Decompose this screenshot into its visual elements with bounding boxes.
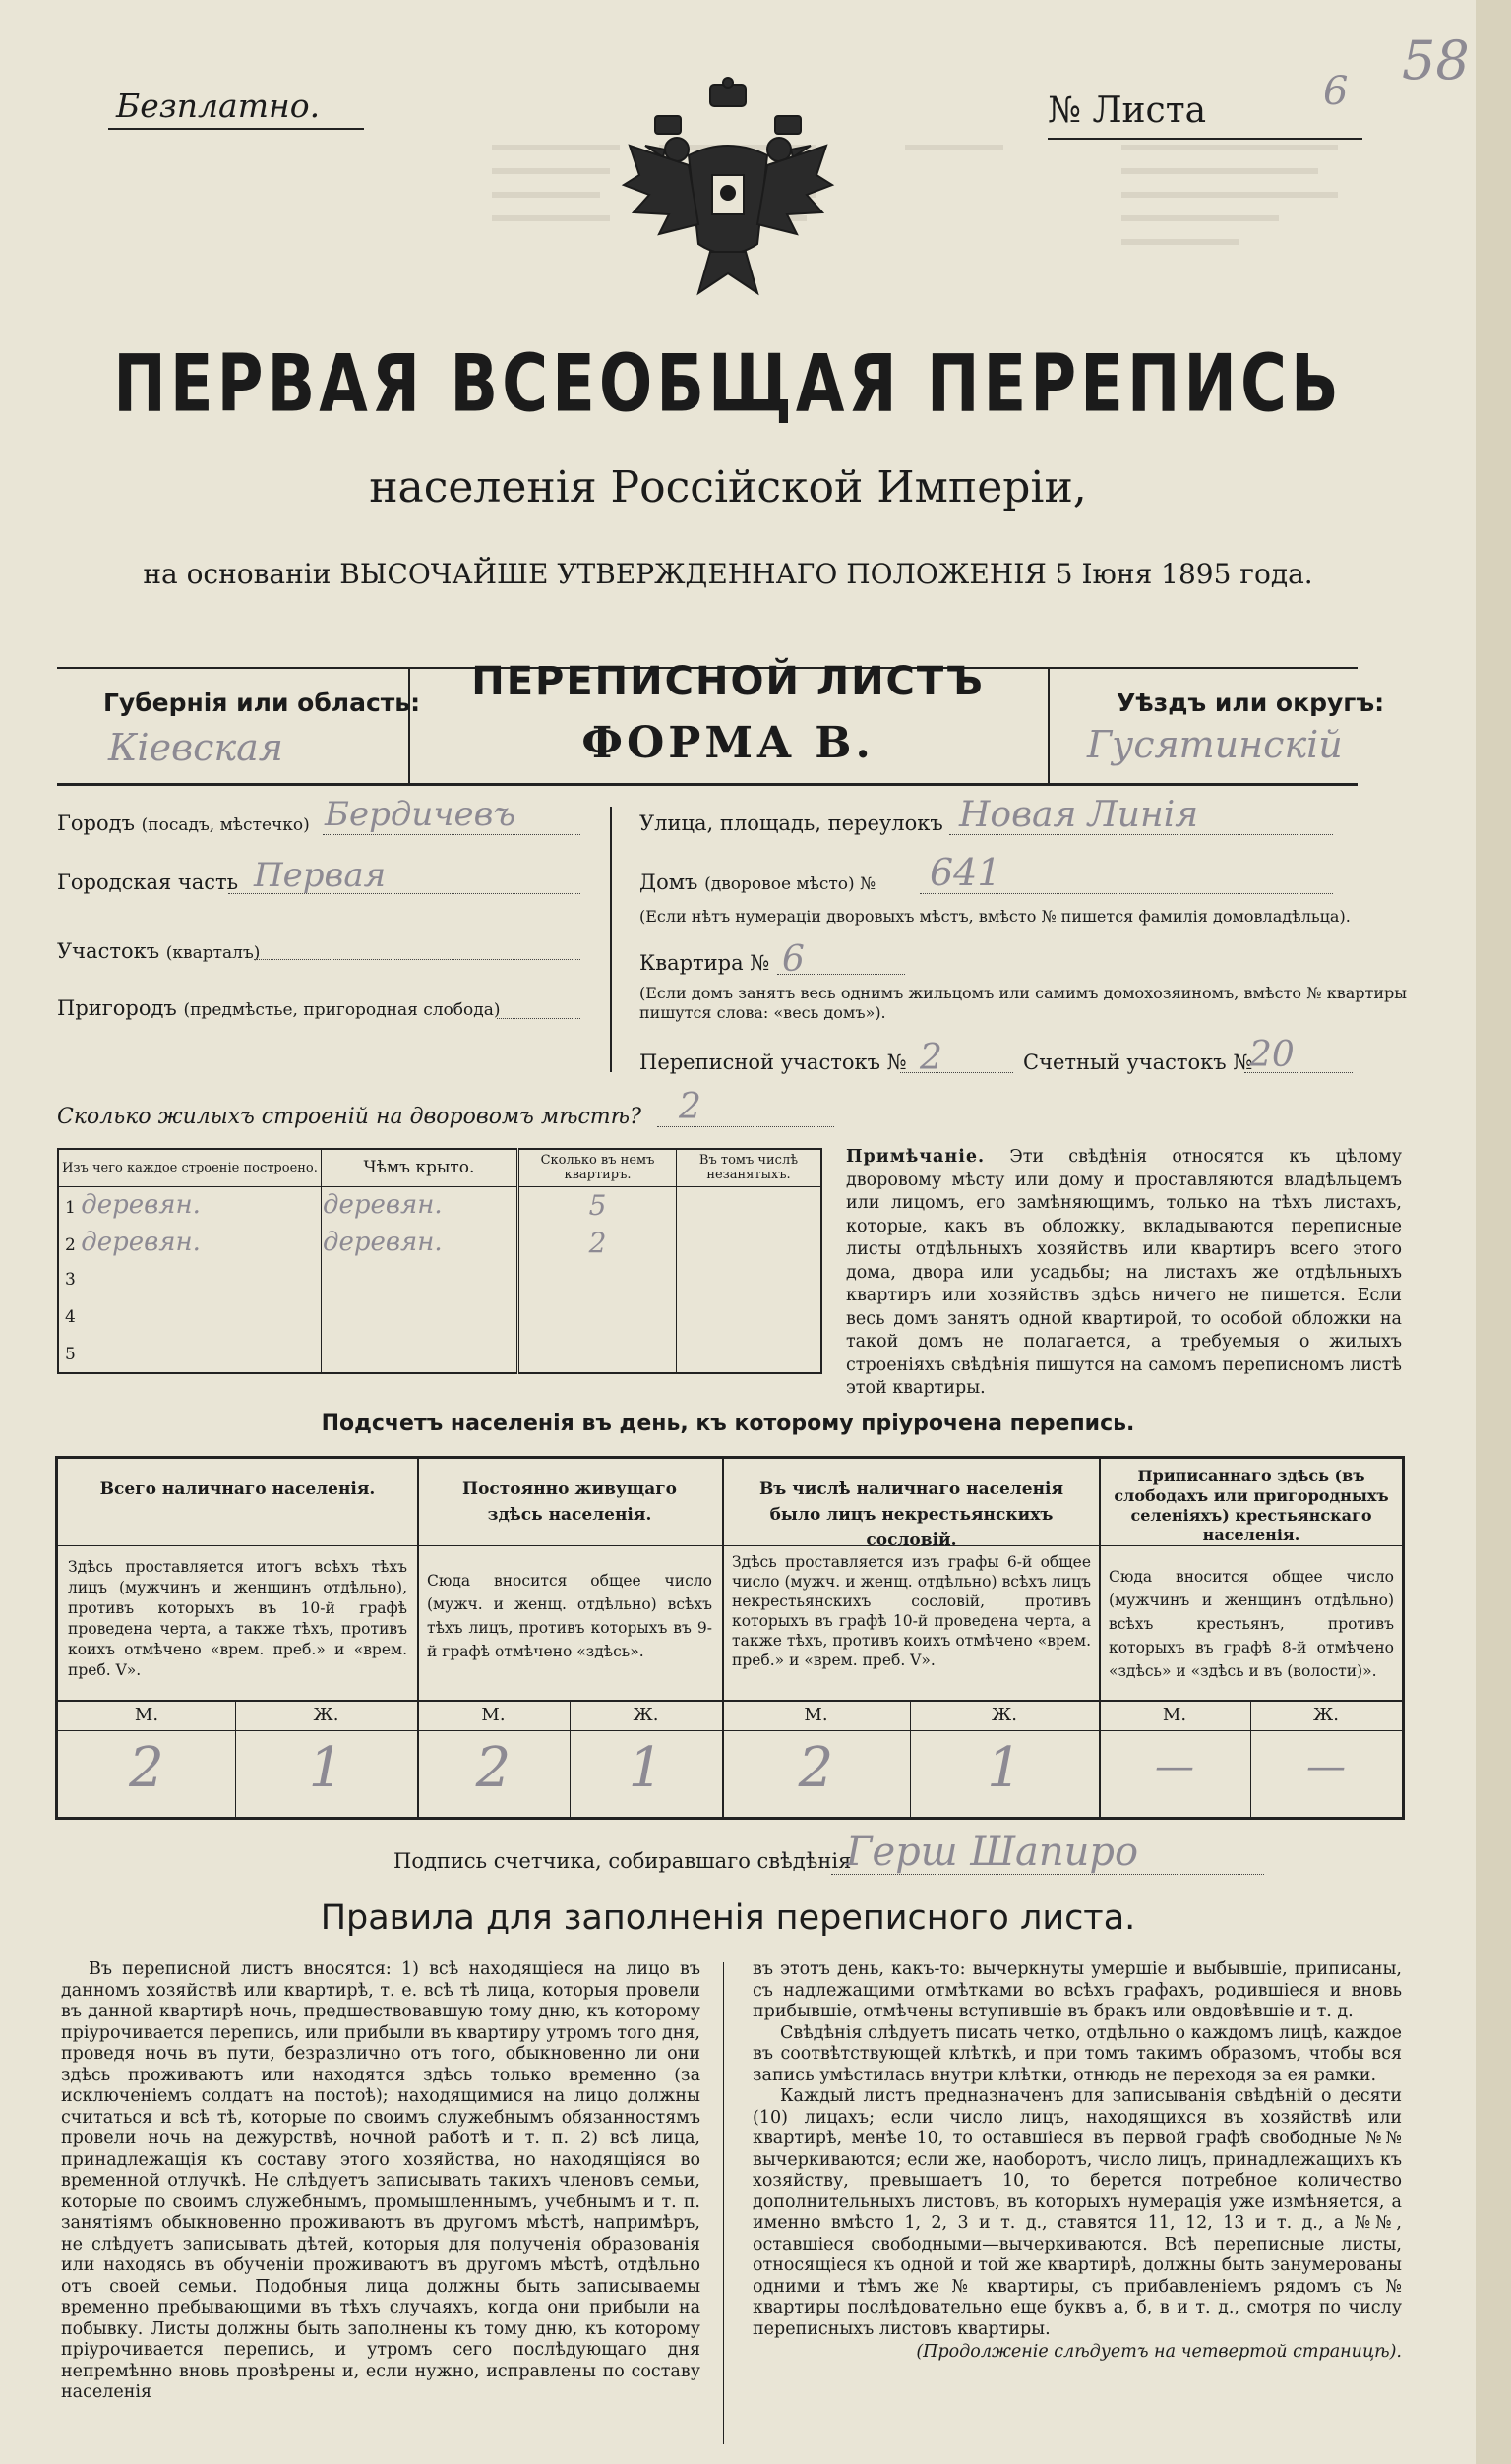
row-flats[interactable]: 2 [588,1226,607,1259]
census-area-value[interactable]: 2 [920,1038,942,1078]
row-number: 3 [65,1270,76,1290]
count-desc-nonpeasant: Здѣсь проставляется изъ графы 6-й общее число (мужч. и женщ. отдѣльно) всѣхъ лицъ некрестьянскихъ сословій, противъ которыхъ въ графѣ 10-й проведена черта, а также тѣхъ, противъ коихъ отмѣчено «врем. преб.» и «врем. преб. V». [732,1553,1091,1669]
row-number: 2 [65,1235,76,1255]
buildings-answer[interactable]: 2 [679,1087,701,1127]
buildings-head-roof: Чѣмъ крыто. [322,1149,518,1186]
form-box-divider-right [1048,667,1050,783]
row-number: 5 [65,1344,76,1364]
buildings-note [846,1146,1402,1401]
count-m-label: М. [481,1705,506,1725]
count-desc-permanent: Сюда вносится общее число (мужч. и женщ. отдѣльно) всѣхъ тѣхъ лицъ, противъ которыхъ въ 9-й графѣ отмѣчено «здѣсь». [427,1572,712,1660]
city-label: Городъ [57,811,135,835]
sheet-number-line [1048,138,1362,140]
table-row [58,1261,821,1298]
street-label: Улица, площадь, переулокъ [639,811,943,835]
buildings-head-material: Изъ чего каждое строеніе построено. [58,1149,322,1186]
count-area-label: Счетный участокъ № [1023,1051,1253,1074]
city-value[interactable]: Бердичевъ [325,795,516,834]
suburb-row [57,996,501,1020]
suburb-note: (предмѣстье, пригородная слобода) [183,1000,501,1020]
count-head-nonpeasant: Въ числѣ наличнаго населенія было лицъ некрестьянскихъ сословій. [758,1479,1064,1550]
buildings-head-empty: Въ томъ числѣ незанятыхъ. [677,1149,822,1186]
count-head-permanent: Постоянно живущаго здѣсь населенія. [462,1479,677,1525]
address-divider [610,807,612,1072]
count-table [55,1456,1405,1820]
street-value[interactable]: Новая Линія [959,795,1199,835]
count-nonpeasant-m[interactable]: 2 [798,1736,834,1800]
row-number: 1 [65,1198,76,1219]
house-hint: (Если нѣтъ нумераціи дворовыхъ мѣстъ, вмѣсто № пишется фамилія домовладѣльца). [639,907,1351,926]
count-area-value[interactable]: 20 [1249,1035,1295,1075]
table-row [58,1186,821,1224]
suburb-label: Пригородъ [57,996,177,1020]
house-row [639,871,876,894]
row-roof[interactable]: деревян. [323,1228,443,1257]
guberniya-label: Губернія или область: [103,689,421,717]
section-label: Участокъ [57,939,160,963]
row-roof[interactable]: деревян. [323,1190,443,1221]
rules-left-column: Въ переписной листъ вносятся: 1) всѣ находящіеся на лицо въ данномъ хозяйствѣ или квартирѣ, т. е. всѣ тѣ лица, которыя провели въ данной квартирѣ ночь, предшествовавшую тому дню, къ которому пріурочивается перепись, или прибыли въ квартиру утромъ того дня, проведя ночь въ пути, безразлично отъ того, обыкновенно ли они здѣсь проживаютъ или находятся здѣсь только временно (за исключеніемъ солдатъ на постоѣ); находящимися на лицо должны считаться и всѣ тѣ, которые по своимъ служебнымъ обязанностямъ провели ночь на дежурствѣ, ночной работѣ и т. п. 2) всѣ лица, принадлежащія къ составу этого хозяйства, но находящіяся во временной отлучкѣ. Не слѣдуетъ записывать такихъ членовъ семьи, которые по своимъ служебнымъ, промышленнымъ, учебнымъ и т. п. занятіямъ обыкновенно проживаютъ въ другомъ мѣстѣ, напримѣръ, не слѣдуетъ записывать дѣтей, которыя для полученія образованія или находясь въ обученіи проживаютъ въ другомъ мѣстѣ, отдѣльно отъ своей семьи. Подобныя лица должны быть записываемы временно пребывающими въ тѣхъ случаяхъ, когда они прибыли на побывку. Листы должны быть заполнены къ тому дню, къ которому пріурочивается перепись, и утромъ сего послѣдующаго дня непремѣнно вновь провѣрены и, если нужно, исправлены по составу населенія [61,1959,700,2402]
sheet-number-value[interactable]: 6 [1323,69,1349,114]
count-peasant-m[interactable]: — [1155,1744,1194,1789]
decree-line: на основаніи ВЫСОЧАЙШЕ УТВЕРЖДЕННАГО ПОЛОЖЕНІЯ 5 Іюня 1895 года. [143,558,1313,590]
count-desc-total: Здѣсь проставляется итогъ всѣхъ тѣхъ лицъ (мужчинъ и женщинъ отдѣльно), противъ которыхъ въ 10-й графѣ проведена черта, а также тѣхъ, противъ коихъ отмѣчено «врем. преб.» и «врем. преб. V». [68,1558,407,1679]
guberniya-value[interactable]: Кіевская [108,726,283,769]
free-underline [108,128,364,130]
rules-right-p1: въ этотъ день, какъ-то: вычеркнуты умершіе и выбывшіе, приписаны, съ надлежащими отмѣтками во всѣхъ графахъ, родившіеся и вновь прибывшіе, отмѣчены вступившіе въ бракъ или овдовѣвшіе и т. д. [753,1959,1402,2021]
page-subtitle: населенія Россійской Имперіи, [369,462,1087,512]
count-total-m[interactable]: 2 [129,1736,164,1800]
rules-right-p2: Свѣдѣнія слѣдуетъ писать четко, отдѣльно о каждомъ лицѣ, каждое въ соотвѣтствующей клѣткѣ, и при томъ такимъ образомъ, чтобы вся запись умѣстилась внутри клѣтки, отнюдь не переходя за ея рамки. [753,2022,1402,2085]
row-flats[interactable]: 5 [588,1188,607,1222]
row-empty[interactable] [677,1224,822,1261]
count-f-label: Ж. [313,1705,339,1725]
note-title: Примѣчаніе. [846,1147,986,1167]
district-value[interactable]: Первая [254,856,387,895]
count-total-f[interactable]: 1 [308,1736,344,1800]
page-title: ПЕРВАЯ ВСЕОБЩАЯ ПЕРЕПИСЬ [113,339,1343,431]
uezd-value[interactable]: Гусятинскій [1087,723,1343,766]
house-label: Домъ [639,871,698,894]
imperial-eagle-icon [620,77,836,303]
count-head-peasant: Приписаннаго здѣсь (въ слободахъ или пригородныхъ селеніяхъ) крестьянскаго населенія. [1114,1467,1389,1544]
buildings-head-flats: Сколько въ немъ квартиръ. [518,1149,677,1186]
flat-value[interactable]: 6 [782,939,805,980]
count-f-label: Ж. [1313,1705,1339,1725]
count-desc-peasant: Сюда вносится общее число (мужчинъ и женщинъ отдѣльно) всѣхъ крестьянъ, противъ которыхъ въ графѣ 8-й отмѣчено «здѣсь» и «здѣсь и въ (волости)». [1109,1568,1394,1680]
count-title: Подсчетъ населенія въ день, къ которому пріурочена перепись. [321,1412,1135,1436]
table-row [58,1336,821,1373]
uezd-label: Уѣздъ или округъ: [1117,689,1385,717]
row-material[interactable]: деревян. [81,1228,201,1257]
city-line [323,834,580,835]
count-m-label: М. [804,1705,828,1725]
form-title: ПЕРЕПИСНОЙ ЛИСТЪ [471,659,985,704]
count-mf-divider [58,1730,1402,1731]
house-value[interactable]: 641 [930,851,1001,894]
count-desc-divider [58,1700,1402,1702]
flat-hint: (Если домъ занятъ весь однимъ жильцомъ или самимъ домохозяиномъ, вмѣсто № квартиры пишутся слова: «весь домъ»). [639,984,1407,1022]
buildings-question: Сколько жилыхъ строеній на дворовомъ мѣстѣ? [57,1105,641,1129]
count-head-total: Всего наличнаго населенія. [99,1479,376,1499]
row-empty[interactable] [677,1186,822,1224]
count-nonpeasant-f[interactable]: 1 [987,1736,1022,1800]
census-area-line [900,1072,1013,1073]
section-line [254,959,580,960]
count-m-label: М. [1162,1705,1187,1725]
page-edge [1476,0,1511,2464]
section-note: (кварталъ) [165,943,261,963]
signature-value[interactable]: Герш Шапиро [846,1830,1139,1875]
rules-right-column [753,1959,1402,2364]
rules-right-p3: Каждый листъ предназначенъ для записыванія свѣдѣній о десяти (10) лицахъ; если число лицъ, находящихся въ хозяйствѣ или квартирѣ, менѣе 10, то оставшіеся въ первой графѣ свободные №№ вычеркиваются; если же, наоборотъ, число лицъ, принадлежащихъ къ хозяйству, превышаетъ 10, то берется потребное количество дополнительныхъ листовъ, въ которыхъ нумерація уже измѣняется, а именно вмѣсто 1, 2, 3 и т. д., ставятся 11, 12, 13 и т. д., а №№, оставшіеся свободными—вычеркиваются. Всѣ переписные листы, относящіеся къ одной и той же квартирѣ, должны быть занумерованы одними и тѣмъ же № квартиры, съ прибавленіемъ рядомъ съ № квартиры послѣдовательно еще буквъ а, б, в и т. д., смотря по числу переписныхъ листовъ квартиры. [753,2086,1402,2339]
signature-label: Подпись счетчика, собиравшаго свѣдѣнія [393,1849,852,1873]
house-note: (дворовое мѣсто) № [704,874,876,894]
flat-label: Квартира № [639,951,770,975]
count-f-label: Ж. [992,1705,1017,1725]
sheet-number-label: № Листа [1048,90,1207,131]
form-letter: ФОРМА В. [581,718,875,768]
city-row [57,811,310,835]
corner-number: 58 [1402,30,1470,91]
count-permanent-m[interactable]: 2 [475,1736,512,1800]
table-row [58,1298,821,1336]
count-f-label: Ж. [633,1705,659,1725]
count-head-divider [58,1545,1402,1546]
free-label: Безплатно. [116,87,321,125]
count-permanent-f[interactable]: 1 [628,1736,664,1800]
section-row [57,939,260,963]
rules-column-divider [723,1962,724,2444]
row-material[interactable]: деревян. [81,1190,201,1221]
table-row [58,1224,821,1261]
row-number: 4 [65,1307,76,1327]
count-m-label: М. [134,1705,159,1725]
note-text: Эти свѣдѣнія относятся къ цѣлому дворовому мѣсту или дому и проставляются владѣльцемъ или лицомъ, его замѣняющимъ, только на тѣхъ листахъ, которые, какъ въ обложку, вкладываются переписные листы отдѣльныхъ хозяйствъ или квартиръ всего этого дома, двора или усадьбы; на листахъ же отдѣльныхъ квартиръ или хозяйствъ здѣсь ничего не пишется. Если весь домъ занятъ одной квартирой, то особой обложки на такой домъ не полагается, а требуемыя о жилыхъ строеніяхъ свѣдѣнія пишутся на самомъ переписномъ листѣ этой квартиры. [846,1147,1402,1398]
rules-continue: (Продолженіе слѣдуетъ на четвертой страницѣ). [916,2342,1402,2362]
census-area-label: Переписной участокъ № [639,1051,907,1074]
suburb-line [497,1018,580,1019]
rules-title: Правила для заполненія переписного листа. [320,1898,1136,1938]
form-box-bottom [57,783,1358,786]
district-label: Городская часть [57,871,239,894]
city-note: (посадъ, мѣстечко) [141,815,310,835]
buildings-table [57,1148,822,1374]
count-peasant-f[interactable]: — [1306,1744,1346,1789]
